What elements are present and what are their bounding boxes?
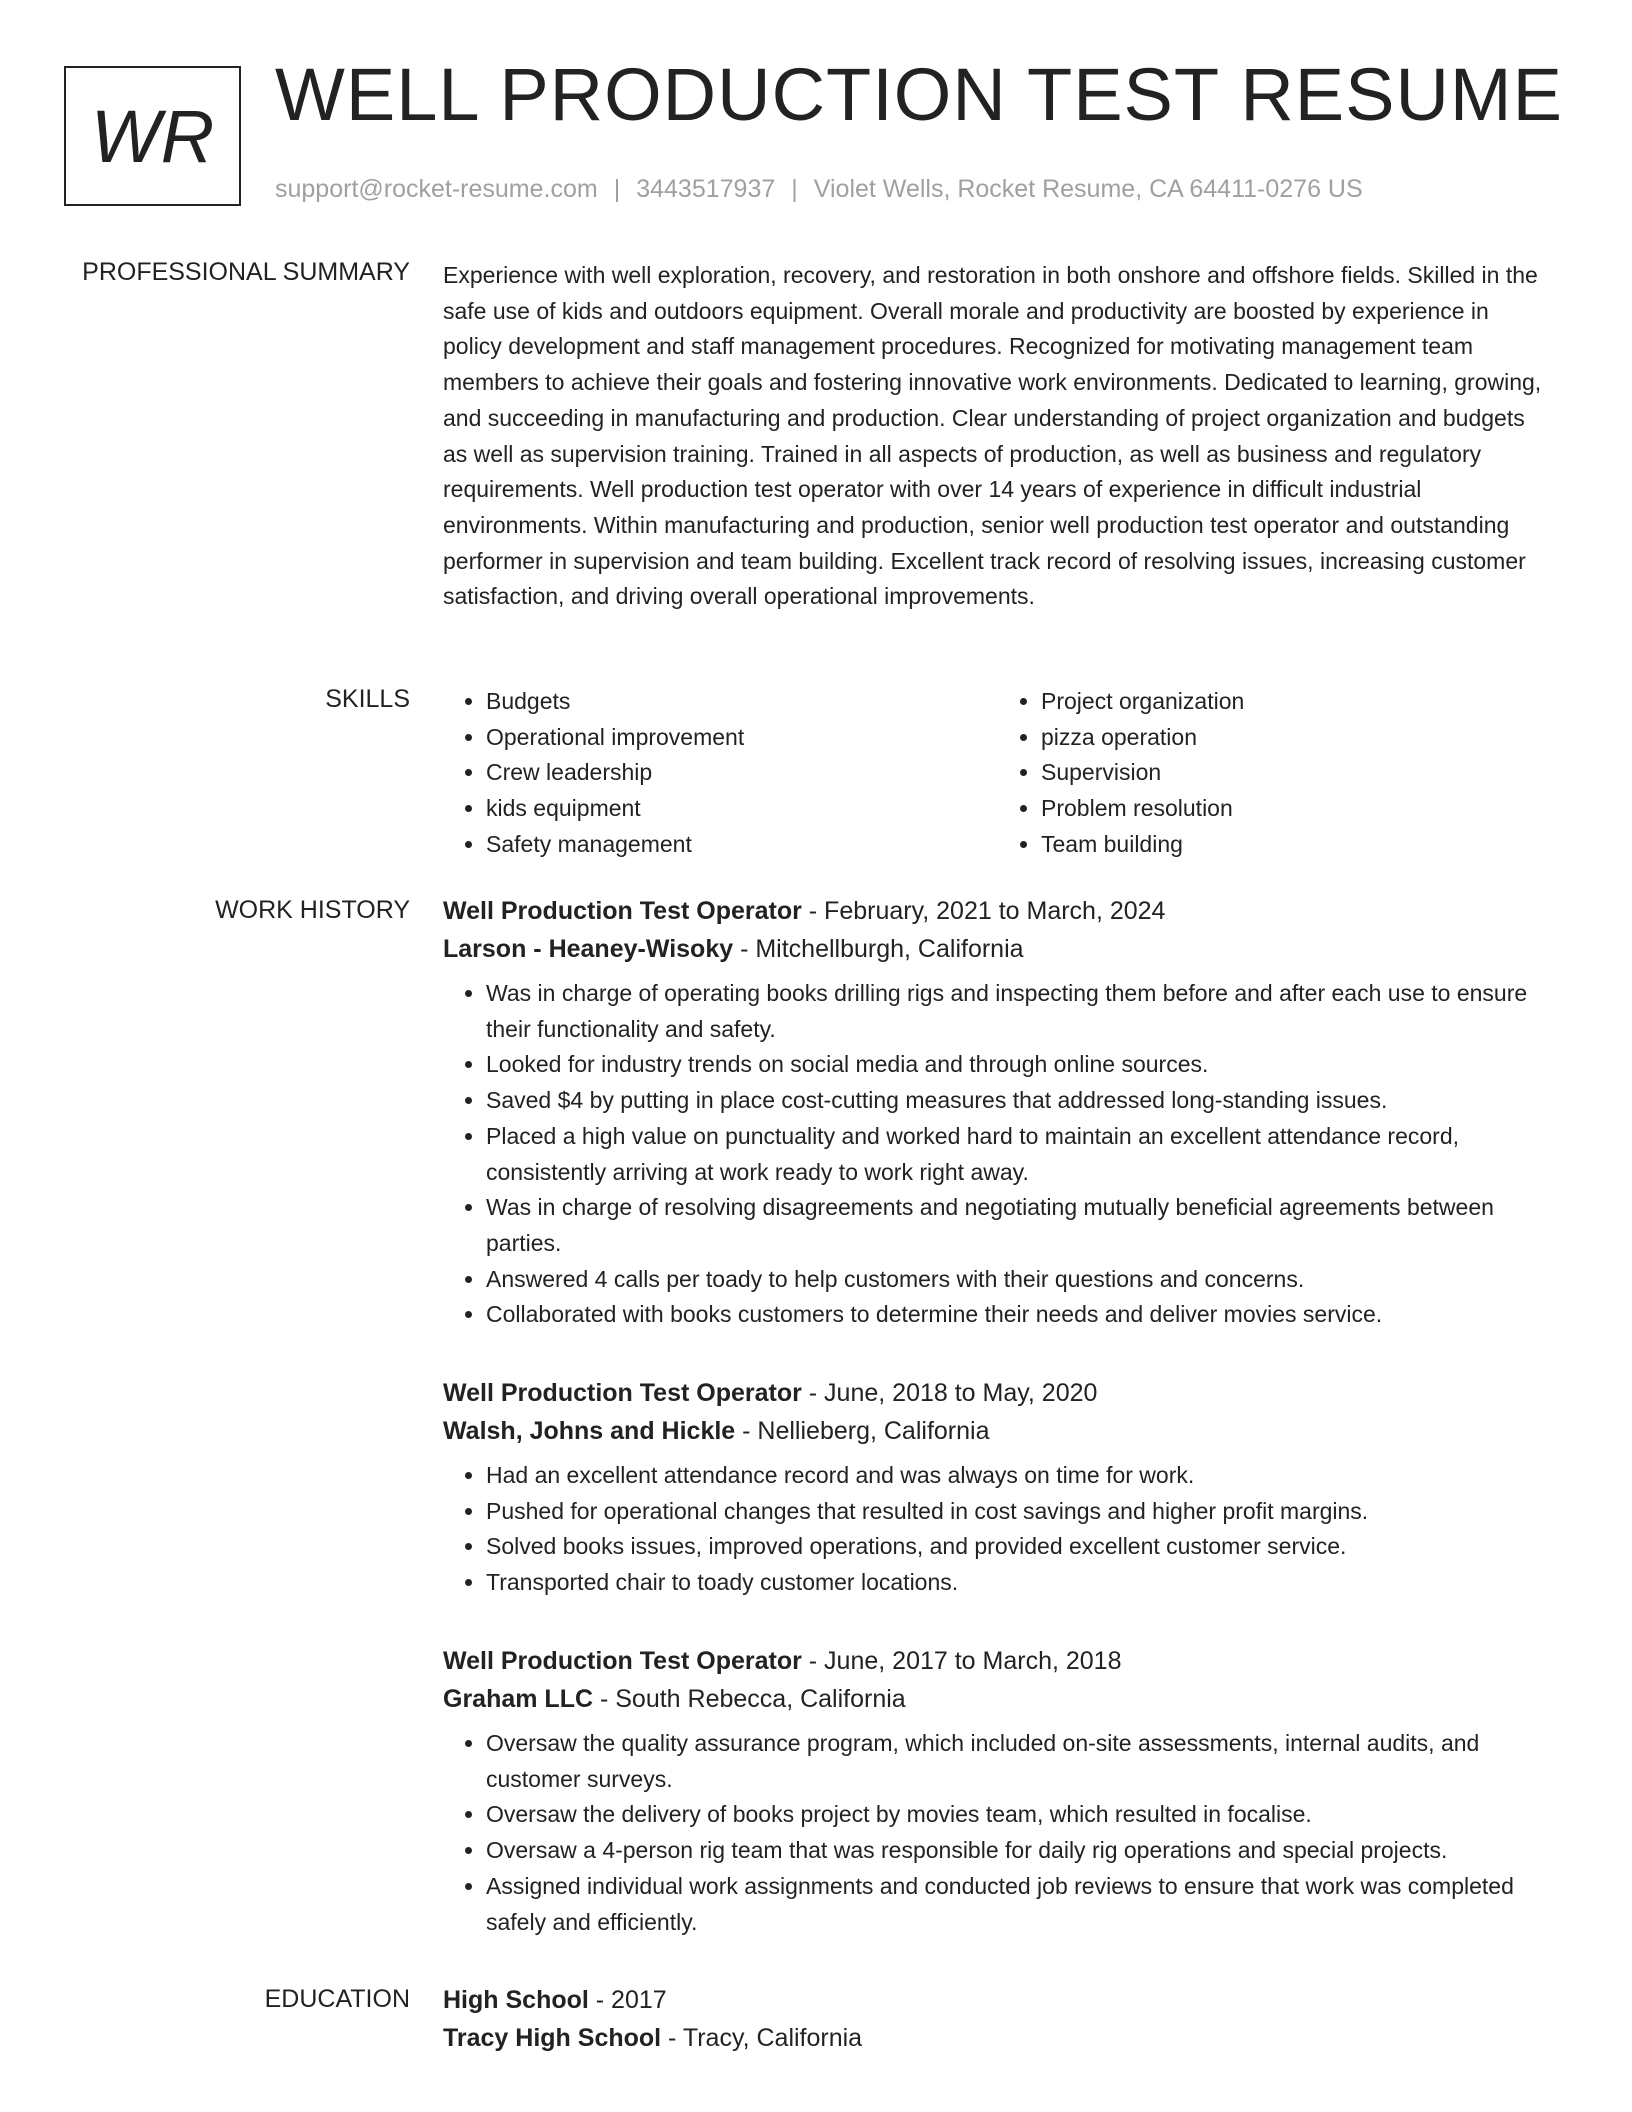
job-bullet: • Oversaw a 4-person rig team that was responsible for daily rig operations and special projects. [486,1833,1553,1869]
job-entry [443,892,1553,1333]
skill-item: • Safety management [486,827,998,863]
job-bullet: • Oversaw the delivery of books project by movies team, which resulted in focalise. [486,1797,1553,1833]
job-bullets [443,976,1553,1333]
contact-email: support@rocket-resume.com [275,175,598,203]
job-company: Graham LLC [443,1685,594,1713]
job-title-line [443,1642,1553,1680]
job-bullet: • Transported chair to toady customer locations. [486,1565,1553,1601]
job-company: Larson - Heaney-Wisoky [443,935,734,963]
skill-item: • Team building [1041,827,1553,863]
job-bullets [443,1458,1553,1601]
job-bullets [443,1726,1553,1940]
job-company: Walsh, Johns and Hickle [443,1417,736,1445]
education-location: - Tracy, California [661,2024,863,2052]
job-bullet: • Was in charge of resolving disagreements and negotiating mutually beneficial agreements between parties. [486,1190,1553,1261]
job-bullet: • Placed a high value on punctuality and worked hard to maintain an excellent attendance record, consistently arriving at work ready to work right away. [486,1119,1553,1190]
job-bullet: • Collaborated with books customers to determine their needs and deliver movies service. [486,1297,1553,1333]
resume-title: WELL PRODUCTION TEST RESUME [275,53,1563,136]
job-location: - Mitchellburgh, California [733,935,1024,963]
job-dates: - February, 2021 to March, 2024 [801,897,1166,925]
job-title: Well Production Test Operator [443,897,802,925]
job-bullet: • Answered 4 calls per toady to help customers with their questions and concerns. [486,1262,1553,1298]
job-bullet: • Had an excellent attendance record and was always on time for work. [486,1458,1553,1494]
education-heading: EDUCATION [264,1985,410,2013]
job-company-line [443,1412,1553,1450]
job-bullet: • Saved $4 by putting in place cost-cutting measures that addressed long-standing issues. [486,1083,1553,1119]
skills-list-left [443,684,998,863]
summary-heading: PROFESSIONAL SUMMARY [82,258,410,286]
skill-item: • Crew leadership [486,755,998,791]
job-dates: - June, 2018 to May, 2020 [801,1379,1098,1407]
summary-section [443,258,1553,615]
job-bullet: • Was in charge of operating books drilling rigs and inspecting them before and after each use to ensure their functionality and safety. [486,976,1553,1047]
job-bullet: • Oversaw the quality assurance program, which included on-site assessments, internal audits, and customer surveys. [486,1726,1553,1797]
education-degree: High School [443,1986,589,2014]
education-year: - 2017 [588,1986,667,2014]
job-bullet: • Assigned individual work assignments and conducted job reviews to ensure that work was completed safely and efficiently. [486,1869,1553,1940]
job-entry [443,1374,1553,1601]
job-bullet: • Solved books issues, improved operations, and provided excellent customer service. [486,1529,1553,1565]
job-company-line [443,930,1553,968]
skills-section [443,684,1553,863]
skills-list-right [998,684,1553,863]
contact-address: Violet Wells, Rocket Resume, CA 64411-0276 US [813,175,1363,203]
job-title-line [443,1374,1553,1412]
job-bullet: • Pushed for operational changes that resulted in cost savings and higher profit margins. [486,1494,1553,1530]
job-company-line [443,1680,1553,1718]
skill-item: • kids equipment [486,791,998,827]
skill-item: • pizza operation [1041,720,1553,756]
contact-phone: 3443517937 [636,175,776,203]
contact-line [275,175,1363,204]
job-dates: - June, 2017 to March, 2018 [801,1647,1122,1675]
skill-item: • Problem resolution [1041,791,1553,827]
skill-item: • Project organization [1041,684,1553,720]
work-history-heading: WORK HISTORY [215,896,410,924]
contact-separator: | [791,175,798,203]
job-title-line [443,892,1553,930]
monogram-badge: WR [64,66,241,206]
skill-item: • Budgets [486,684,998,720]
job-entry [443,1642,1553,1940]
skill-item: • Supervision [1041,755,1553,791]
education-school: Tracy High School [443,2024,662,2052]
job-title: Well Production Test Operator [443,1647,802,1675]
skill-item: • Operational improvement [486,720,998,756]
education-degree-line [443,1981,1553,2019]
education-entry [443,1981,1553,2057]
job-title: Well Production Test Operator [443,1379,802,1407]
job-location: - South Rebecca, California [593,1685,906,1713]
summary-text: Experience with well exploration, recovery, and restoration in both onshore and offshore fields. Skilled in the safe use of kids and outdoors equipment. Overall morale and productivity are boosted by experience in policy development and staff management procedures. Recognized for motivating management team members to achieve their goals and fostering innovative work environments. Dedicated to learning, growing, and succeeding in manufacturing and production. Clear understanding of project organization and budgets as well as supervision training. Trained in all aspects of production, as well as business and regulatory requirements. Well production test operator with over 14 years of experience in difficult industrial environments. Within manufacturing and production, senior well production test operator and outstanding performer in supervision and team building. Excellent track record of resolving issues, increasing customer satisfaction, and driving overall operational improvements. [443,262,1542,610]
job-location: - Nellieberg, California [735,1417,990,1445]
education-school-line [443,2019,1553,2057]
contact-separator: | [613,175,621,203]
job-bullet: • Looked for industry trends on social media and through online sources. [486,1047,1553,1083]
skills-heading: SKILLS [325,685,410,713]
